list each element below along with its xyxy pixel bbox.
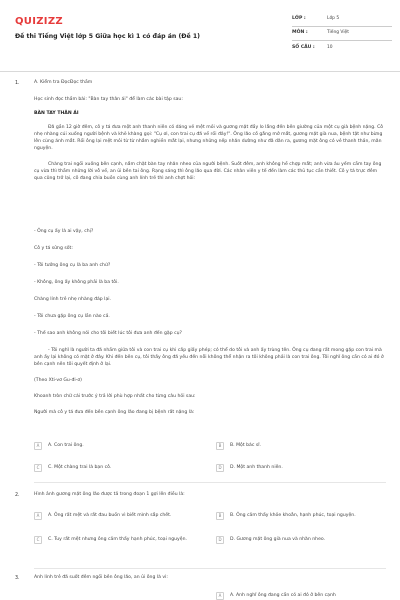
meta-key: LỚP : [292, 16, 306, 22]
dialogue-line: - Ông cụ ấy là ai vậy, chị? [34, 229, 94, 234]
option-b[interactable] [216, 512, 386, 520]
option-text: A. Anh nghĩ ông đang cần có ai đó ở bên cạnh [230, 592, 336, 598]
option-text: B. Một bác sĩ. [230, 442, 261, 448]
option-letter: D [216, 464, 224, 472]
option-a[interactable] [34, 512, 204, 520]
dialogue-2 [34, 246, 386, 253]
meta-value: 10 [327, 44, 333, 50]
option-letter: A [34, 512, 42, 520]
meta-key: MÔN : [292, 30, 308, 36]
dialogue-3 [34, 263, 386, 270]
option-text: A. Ông rất mệt và rất đau buồn vì biết mình sắp chết. [48, 512, 172, 518]
page-header [0, 0, 400, 72]
option-text: C. Một chàng trai là bạn cô. [48, 464, 112, 470]
dialogue-line: - Thế sao anh không nói cho tôi biết lúc tôi đưa anh đến gặp cụ? [34, 331, 182, 336]
story-title: BÀN TAY THÂN ÁI [34, 111, 79, 116]
option-a[interactable] [216, 592, 386, 600]
option-text: D. Một anh thanh niên. [230, 464, 283, 470]
section-heading: A. Kiểm tra ĐọcĐọc thầm [34, 80, 93, 85]
story-para-1 [34, 125, 386, 153]
question-number: 1. [15, 81, 20, 86]
paragraph: Đã gần 12 giờ đêm, cô y tá đưa một anh thanh niên có dáng vẻ mệt mỏi và gương mặt đầy lo lắng đến bên giường của một cụ già bệnh nặng. Cô nhẹ nhàng cúi xuống người bệnh và khẽ khàng gọi: "Cụ ơi, con trai cụ đã về rồi đây!". Ông lão cố gắng mở mắt, gương mặt già nua, bệnh tật như bừng lên cùng ánh mắt. Rồi ông lại mệt mỏi từ từ nhắm nghiền mắt lại, nhưng những nếp nhăn dường như đã dãn ra, gương mặt ông có vẻ thanh thản, mãn nguyện. [34, 125, 384, 151]
meta-value: Tiếng Việt [327, 30, 349, 36]
question-divider [34, 482, 386, 483]
quizizz-logo: QUIZIZZ [15, 16, 63, 27]
option-letter: C [34, 464, 42, 472]
source-citation: (Theo Xti-vơ Gu-đi-ơ) [34, 378, 82, 383]
question-prompt-block [34, 575, 386, 582]
dialogue-1 [34, 229, 386, 236]
story-title-block [34, 111, 386, 118]
question-number: 3. [15, 576, 20, 581]
option-text: D. Gương mặt ông già nua và nhăn nheo. [230, 536, 326, 542]
task-text: Khoanh tròn chữ cái trước ý trả lời phù hợp nhất cho từng câu hỏi sau: [34, 394, 196, 399]
option-text: C. Tuy rất mệt nhưng ông cảm thấy hạnh phúc, toại nguyện. [48, 536, 187, 542]
dialogue-line: - Không, ông ấy không phải là ba tôi. [34, 280, 119, 285]
option-letter: C [34, 536, 42, 544]
option-text: A. Con trai ông. [48, 442, 84, 448]
meta-value: Lớp 5 [327, 16, 340, 22]
meta-row-class [292, 13, 392, 27]
question-prompt: Hình ảnh gương mặt ông lão được tả trong đoạn 1 gợi lên điều là: [34, 492, 185, 497]
option-letter: B [216, 512, 224, 520]
dialogue-line: - Tôi chưa gặp ông cụ lần nào cả. [34, 314, 110, 319]
instruction-text: Học sinh đọc thầm bài: "Bàn tay thân ái" để làm các bài tập sau: [34, 97, 183, 102]
dialogue-line: Chàng lính trẻ nhẹ nhàng đáp lại. [34, 297, 112, 302]
dialogue-line: Cô y tá sửng sốt: [34, 246, 73, 251]
meta-row-subject [292, 27, 392, 41]
paragraph: - Tôi nghĩ là người ta đã nhầm giữa tôi và con trai cụ khi cấp giấy phép; có thể do tôi và anh ấy trùng tên. Ông cụ đang rất mong gặp con trai mà anh ấy lại không có mặt ở đây. Khi đến bên cụ, tôi thấy ông đã yếu đến nỗi không thể nhận ra tôi không phải là con trai ông. Tôi nghĩ ông cần có ai đó ở bên cạnh nên tôi quyết định ở lại. [34, 348, 384, 367]
meta-key: SỐ CÂU : [292, 44, 315, 50]
question-divider [34, 568, 386, 569]
question-prompt-block [34, 410, 386, 417]
option-a[interactable] [34, 442, 204, 450]
task-block [34, 394, 386, 401]
option-c[interactable] [34, 464, 204, 472]
dialogue-4 [34, 280, 386, 287]
meta-table [292, 13, 392, 55]
story-para-3 [34, 348, 386, 369]
option-b[interactable] [216, 442, 386, 450]
meta-row-count [292, 41, 392, 55]
dialogue-6 [34, 314, 386, 321]
dialogue-7 [34, 331, 386, 338]
question-prompt-block [34, 492, 386, 499]
option-text: B. Ông cảm thấy khỏe khoắn, hạnh phúc, toại nguyện. [230, 512, 356, 518]
option-c[interactable] [34, 536, 204, 544]
question-number: 2. [15, 493, 20, 498]
option-letter: B [216, 442, 224, 450]
dialogue-line: - Tôi tưởng ông cụ là ba anh chứ? [34, 263, 111, 268]
source-block [34, 378, 386, 385]
option-letter: A [216, 592, 224, 600]
dialogue-5 [34, 297, 386, 304]
document-title: Đề thi Tiếng Việt lớp 5 Giữa học kì 1 có đáp án (Đề 1) [15, 33, 200, 40]
option-d[interactable] [216, 536, 386, 544]
paragraph: Chàng trai ngồi xuống bên cạnh, nắm chặt bàn tay nhăn nheo của người bệnh. Suốt đêm, anh không hề chợp mắt; anh vừa âu yếm cầm tay ông cụ vừa thì thầm những lời vỗ về, an ủi bên tai ông. Rạng sáng thì ông lão qua đời. Các nhân viên y tế đến làm các thủ tục cần thiết. Cô y tá trực đêm qua cũng trở lại, cô đang chia buồn cùng anh lính trẻ thì anh chợt hỏi: [34, 162, 382, 181]
question-body [34, 80, 386, 87]
question-prompt: Anh lính trẻ đã suốt đêm ngồi bên ông lão, an ủi ông là vì: [34, 575, 168, 580]
option-letter: A [34, 442, 42, 450]
option-d[interactable] [216, 464, 386, 472]
option-letter: D [216, 536, 224, 544]
story-para-2 [34, 162, 386, 183]
instruction-block [34, 97, 386, 104]
question-prompt: Người mà cô y tá đưa đến bên cạnh ông lão đang bị bệnh rất nặng là: [34, 410, 195, 415]
